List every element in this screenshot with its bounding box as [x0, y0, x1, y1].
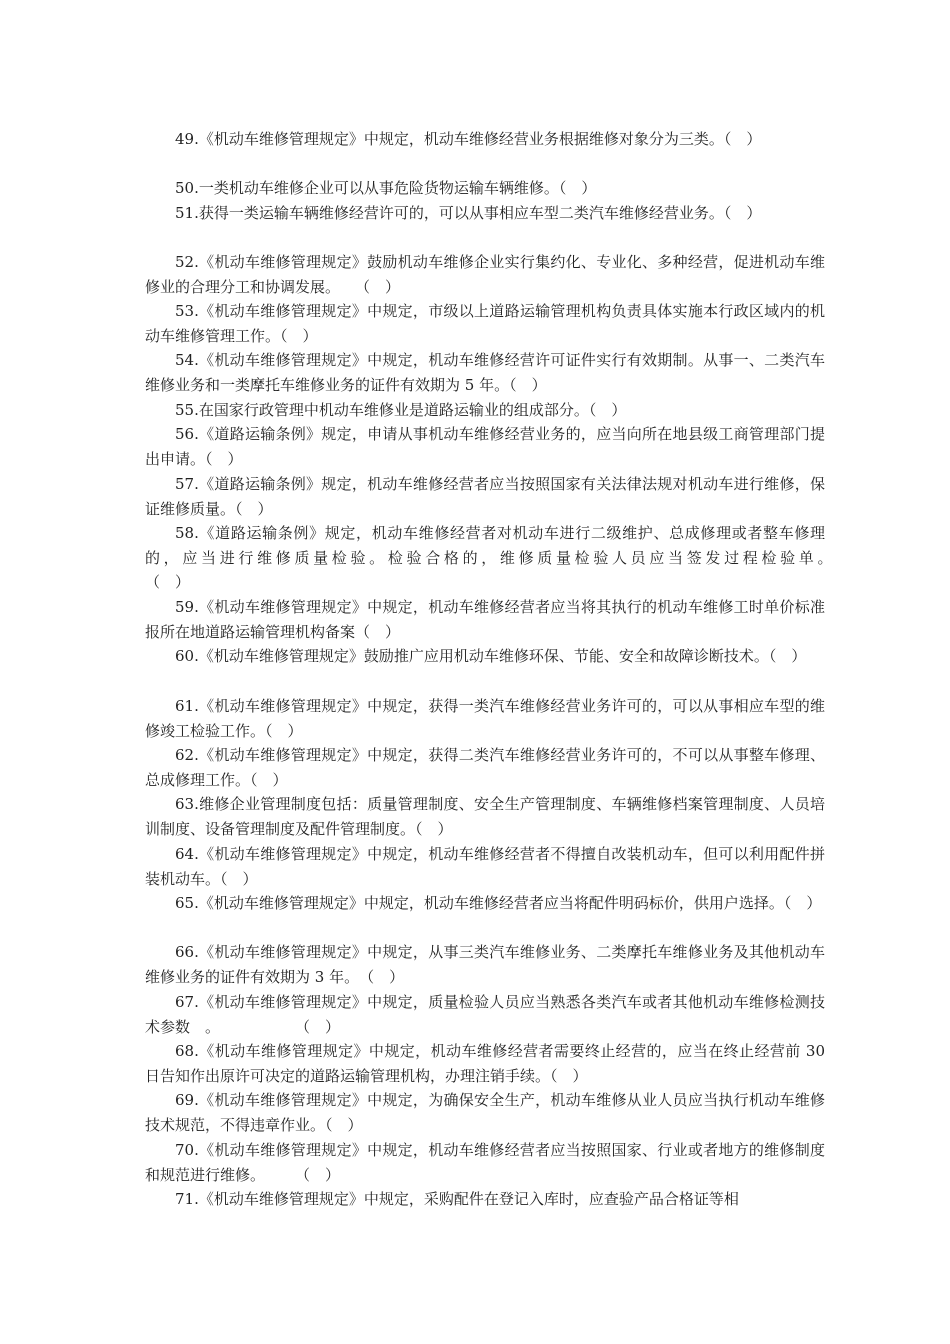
question-70: 70.《机动车维修管理规定》中规定，机动车维修经营者应当按照国家、行业或者地方的维修制度和规范进行维修。 （ ）: [145, 1141, 825, 1184]
question-59: 59.《机动车维修管理规定》中规定，机动车维修经营者应当将其执行的机动车维修工时单价标准报所在地道路运输管理机构备案（ ）: [145, 598, 825, 641]
question-50: 50.一类机动车维修企业可以从事危险货物运输车辆维修。（ ）: [175, 179, 597, 197]
question-51: 51.获得一类运输车辆维修经营许可的，可以从事相应车型二类汽车维修经营业务。（ ）: [175, 204, 762, 222]
question-54: 54.《机动车维修管理规定》中规定，机动车维修经营许可证件实行有效期制。从事一、二类汽车维修业务和一类摩托车维修业务的证件有效期为 5 年。（ ）: [145, 351, 825, 394]
question-60: 60.《机动车维修管理规定》鼓励推广应用机动车维修环保、节能、安全和故障诊断技术。（ ）: [175, 647, 807, 665]
question-69: 69.《机动车维修管理规定》中规定，为确保安全生产，机动车维修从业人员应当执行机动车维修技术规范，不得违章作业。（ ）: [145, 1091, 825, 1134]
question-65: 65.《机动车维修管理规定》中规定，机动车维修经营者应当将配件明码标价，供用户选择。（ ）: [175, 894, 822, 912]
question-56: 56.《道路运输条例》规定，申请从事机动车维修经营业务的，应当向所在地县级工商管理部门提出申请。（ ）: [145, 425, 825, 468]
question-67: 67.《机动车维修管理规定》中规定，质量检验人员应当熟悉各类汽车或者其他机动车维修检测技术参数 。 （ ）: [145, 993, 825, 1036]
question-53: 53.《机动车维修管理规定》中规定，市级以上道路运输管理机构负责具体实施本行政区域内的机动车维修管理工作。（ ）: [145, 302, 825, 345]
question-55: 55.在国家行政管理中机动车维修业是道路运输业的组成部分。（ ）: [175, 401, 627, 419]
question-62: 62.《机动车维修管理规定》中规定，获得二类汽车维修经营业务许可的，不可以从事整车修理、总成修理工作。（ ）: [145, 746, 825, 789]
question-52: 52.《机动车维修管理规定》鼓励机动车维修企业实行集约化、专业化、多种经营，促进机动车维修业的合理分工和协调发展。 （ ）: [145, 253, 825, 296]
question-61: 61.《机动车维修管理规定》中规定，获得一类汽车维修经营业务许可的，可以从事相应车型的维修竣工检验工作。（ ）: [145, 697, 825, 740]
question-49: 49.《机动车维修管理规定》中规定，机动车维修经营业务根据维修对象分为三类。（ ）: [175, 130, 762, 148]
question-66: 66.《机动车维修管理规定》中规定，从事三类汽车维修业务、二类摩托车维修业务及其他机动车维修业务的证件有效期为 3 年。 （ ）: [145, 943, 825, 986]
question-64: 64.《机动车维修管理规定》中规定，机动车维修经营者不得擅自改装机动车，但可以利用配件拼装机动车。（ ）: [145, 845, 825, 888]
question-71: 71.《机动车维修管理规定》中规定，采购配件在登记入库时，应查验产品合格证等相: [175, 1190, 739, 1208]
question-68: 68.《机动车维修管理规定》中规定，机动车维修经营者需要终止经营的，应当在终止经营前 30 日告知作出原许可决定的道路运输管理机构，办理注销手续。（ ）: [145, 1042, 825, 1085]
question-57: 57.《道路运输条例》规定，机动车维修经营者应当按照国家有关法律法规对机动车进行维修，保证维修质量。（ ）: [145, 475, 825, 518]
question-58: 58.《道路运输条例》规定，机动车维修经营者对机动车进行二级维护、总成修理或者整车修理的，应当进行维修质量检验。检验合格的，维修质量检验人员应当签发过程检验单。 （ ）: [145, 524, 931, 592]
question-63: 63.维修企业管理制度包括：质量管理制度、安全生产管理制度、车辆维修档案管理制度、人员培训制度、设备管理制度及配件管理制度。（ ）: [145, 795, 825, 838]
